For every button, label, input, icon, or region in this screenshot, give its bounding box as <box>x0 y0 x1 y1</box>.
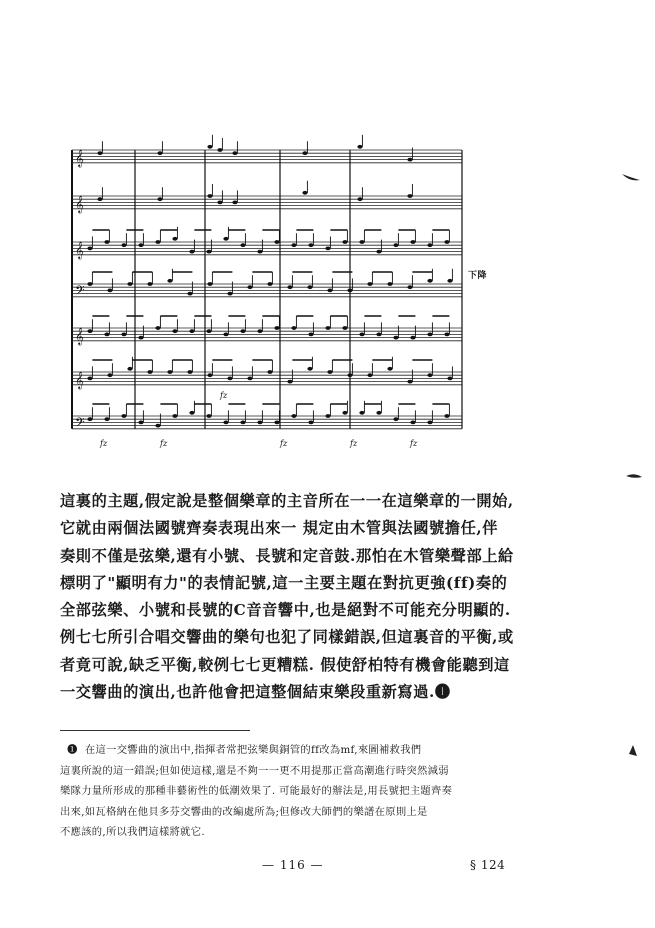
note-head <box>393 243 398 247</box>
note-head <box>172 329 177 333</box>
note-head <box>127 367 132 371</box>
text-line-content: 一交響曲的演出,也許他會把這整個結束樂段重新寫過. <box>60 683 435 702</box>
note-head <box>207 373 212 377</box>
footnote-line: 這裏所說的這一錯誤;但如使這樣,還是不夠一一更不用提那正當高潮進行時突然減弱 <box>60 764 449 777</box>
note-head <box>308 333 313 337</box>
note-head <box>407 380 412 384</box>
note-head <box>206 329 211 333</box>
note-head <box>376 411 381 415</box>
note-head <box>138 243 143 247</box>
note-head <box>223 333 228 337</box>
note-head <box>189 250 194 254</box>
note-head <box>407 194 412 198</box>
note-head <box>138 421 143 425</box>
dynamic-mark: fz <box>280 439 288 448</box>
note-head <box>302 151 307 155</box>
scan-speck <box>620 170 642 186</box>
note-head <box>257 421 262 425</box>
note-head <box>240 329 245 333</box>
note-head <box>342 326 347 330</box>
note-head <box>207 282 212 286</box>
footnote-marker: ❶ <box>67 744 78 756</box>
page-number: — 116 — <box>262 858 324 872</box>
note-head <box>291 243 296 247</box>
note-head <box>376 333 381 337</box>
note-head <box>327 289 332 293</box>
note-head <box>167 279 172 283</box>
dynamic-mark: fz <box>350 439 358 448</box>
note-head <box>407 285 412 289</box>
note-head <box>342 411 347 415</box>
note-head <box>367 373 372 377</box>
note-head <box>407 158 412 162</box>
note-head <box>287 380 292 384</box>
note-head <box>307 367 312 371</box>
note-head <box>217 148 222 152</box>
note-head <box>97 197 102 201</box>
note-head <box>155 326 160 330</box>
note-head <box>325 326 330 330</box>
note-head <box>147 370 152 374</box>
dynamic-mark: fz <box>160 439 168 448</box>
clef-symbol: 𝄞 <box>75 326 84 345</box>
footnote-line: 樂隊力量所形成的那種非藝術性的低潮效果了. 可能最好的辦法是,用長號把主題齊奏 <box>60 785 453 798</box>
note-head <box>206 250 211 254</box>
note-head <box>347 373 352 377</box>
footnote-line: 出來,如瓦格納在他貝多芬交響曲的改編處所為;但修改大師們的樂譜在原則上是 <box>60 805 428 818</box>
note-head <box>367 282 372 286</box>
section-number: § 124 <box>470 858 506 872</box>
score-annotation: 下降 <box>468 271 488 281</box>
clef-symbol: 𝄞 <box>75 194 84 213</box>
note-head <box>87 329 92 333</box>
note-head <box>207 194 212 198</box>
note-head <box>217 201 222 205</box>
clef-symbol: 𝄢 <box>75 282 85 301</box>
note-head <box>274 421 279 425</box>
note-head <box>257 250 262 254</box>
note-head <box>223 237 228 241</box>
note-head <box>157 151 162 155</box>
note-head <box>357 145 362 149</box>
note-head <box>227 292 232 296</box>
note-head <box>257 329 262 333</box>
note-head <box>97 151 102 155</box>
clef-symbol: 𝄞 <box>75 148 84 167</box>
note-head <box>172 237 177 241</box>
footnote-line-content: 在這一交響曲的演出中,指揮者常把弦樂與銅管的ff改為mf,來圖補救我們 <box>84 744 422 756</box>
text-line-last <box>60 679 550 706</box>
note-head <box>274 326 279 330</box>
text-line: 者竟可說,缺乏平衡,較例七七更糟糕. 假使舒柏特有機會能聽到這 <box>60 655 510 674</box>
note-head <box>104 417 109 421</box>
note-head <box>444 240 449 244</box>
text-line: 奏則不僅是弦樂,還有小號、長號和定音鼓.那怕在木管樂聲部上給 <box>60 546 514 565</box>
note-head <box>427 333 432 337</box>
note-head <box>227 377 232 381</box>
note-head <box>444 414 449 418</box>
note-head <box>447 279 452 283</box>
scan-speck <box>624 470 644 482</box>
note-head <box>87 417 92 421</box>
note-head <box>325 414 330 418</box>
note-head <box>410 421 415 425</box>
note-head <box>157 197 162 201</box>
note-head <box>232 151 237 155</box>
note-head <box>387 367 392 371</box>
note-head <box>138 336 143 340</box>
note-head <box>410 240 415 244</box>
note-head <box>187 370 192 374</box>
text-line: 這裏的主題,假定說是整個樂章的主音所在一一在這樂章的一開始, <box>60 492 514 510</box>
note-head <box>444 333 449 337</box>
note-head <box>359 333 364 337</box>
main-text <box>60 488 550 706</box>
clef-symbol: 𝄞 <box>75 370 84 389</box>
note-head <box>240 421 245 425</box>
note-head <box>207 145 212 149</box>
note-head <box>107 289 112 293</box>
footnote-reference: ❶ <box>434 683 451 702</box>
note-head <box>189 329 194 333</box>
note-head <box>359 240 364 244</box>
note-head <box>393 336 398 340</box>
note-head <box>147 282 152 286</box>
dynamic-mark: fz <box>220 391 228 400</box>
note-head <box>291 414 296 418</box>
note-head <box>427 279 432 283</box>
clef-symbol: 𝄞 <box>75 240 84 259</box>
music-score-excerpt <box>60 128 480 458</box>
note-head <box>155 240 160 244</box>
note-head <box>308 421 313 425</box>
note-head <box>274 240 279 244</box>
note-head <box>325 247 330 251</box>
note-head <box>189 411 194 415</box>
text-line: 它就由兩個法國號齊奏表現出來一 規定由木管與法國號擔任,伴 <box>60 519 499 538</box>
score-notation-graphic <box>60 128 480 458</box>
footnote-line <box>60 740 545 761</box>
note-head <box>155 424 160 428</box>
note-head <box>232 201 237 205</box>
note-head <box>342 240 347 244</box>
scan-speck <box>626 744 640 758</box>
note-head <box>104 240 109 244</box>
note-head <box>359 411 364 415</box>
note-head <box>87 377 92 381</box>
clef-symbol: 𝄢 <box>75 414 85 433</box>
note-head <box>327 370 332 374</box>
dynamic-mark: fz <box>410 439 418 448</box>
note-head <box>357 197 362 201</box>
note-head <box>427 373 432 377</box>
note-head <box>302 191 307 195</box>
note-head <box>121 333 126 337</box>
note-head <box>107 373 112 377</box>
note-head <box>267 370 272 374</box>
note-head <box>308 243 313 247</box>
note-head <box>121 414 126 418</box>
note-head <box>427 421 432 425</box>
note-head <box>121 243 126 247</box>
text-line: 例七七所引合唱交響曲的樂句也犯了同樣錯誤,但這裏音的平衡,或 <box>60 628 514 647</box>
note-head <box>87 247 92 251</box>
text-line: 全部弦樂、小號和長號的C音音響中,也是絕對不可能充分明顯的. <box>60 601 511 620</box>
note-head <box>307 285 312 289</box>
note-head <box>87 282 92 286</box>
note-head <box>267 282 272 286</box>
note-head <box>387 282 392 286</box>
note-head <box>347 289 352 293</box>
note-head <box>447 377 452 381</box>
note-head <box>410 336 415 340</box>
note-head <box>127 282 132 286</box>
dynamic-mark: fz <box>100 439 108 448</box>
note-head <box>247 377 252 381</box>
note-head <box>247 285 252 289</box>
note-head <box>427 243 432 247</box>
note-head <box>206 414 211 418</box>
text-line: 標明了"顯明有力"的表情記號,這一主要主題在對抗更強(ff)奏的 <box>60 573 508 592</box>
note-head <box>240 243 245 247</box>
note-head <box>393 417 398 421</box>
footnote <box>60 740 545 843</box>
note-head <box>291 326 296 330</box>
footnote-separator <box>60 730 250 731</box>
note-head <box>287 285 292 289</box>
footnote-line: 不應該的,所以我們這樣將就它. <box>60 826 205 839</box>
note-head <box>187 292 192 296</box>
note-head <box>167 370 172 374</box>
note-head <box>376 250 381 254</box>
note-head <box>223 421 228 425</box>
note-head <box>172 414 177 418</box>
note-head <box>104 333 109 337</box>
